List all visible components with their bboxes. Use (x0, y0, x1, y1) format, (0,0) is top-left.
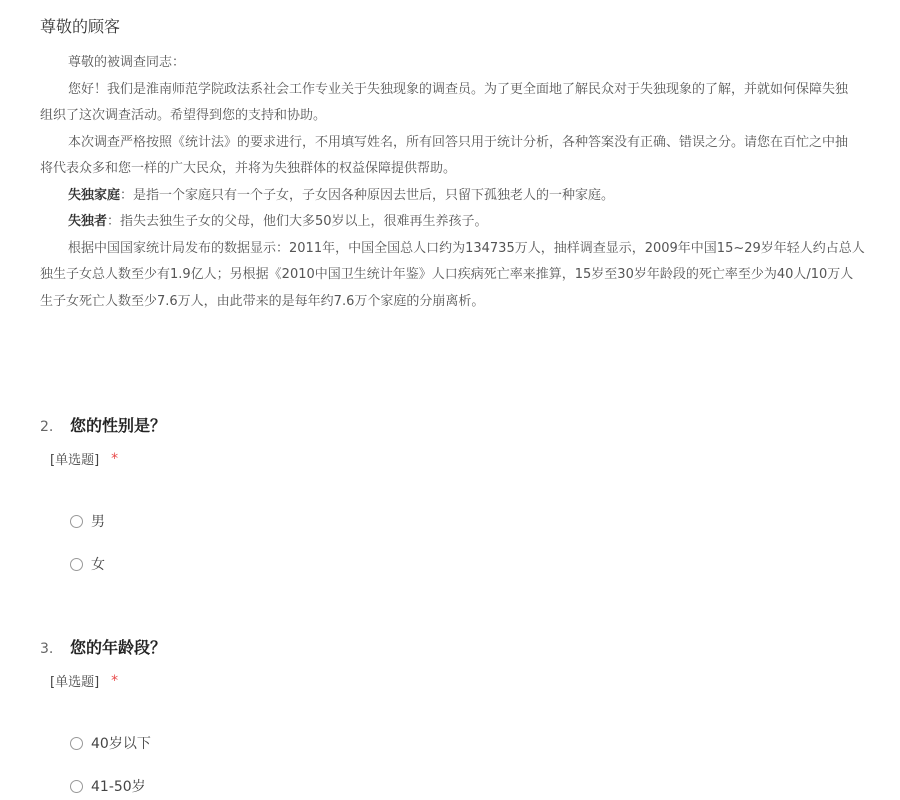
definition-text: ：指失去独生子女的父母，他们大多50岁以上，很难再生养孩子。 (107, 214, 488, 229)
option-list (70, 732, 880, 797)
question-header (40, 413, 880, 437)
intro-paragraph-2-line-1: 本次调查严格按照《统计法》的要求进行，不用填写姓名，所有回答只用于统计分析，各种答案没有正确、错误之分。请您在百忙之中抽 (68, 134, 849, 150)
option-label[interactable]: 41-50岁 (91, 779, 146, 795)
page-title: 尊敬的顾客 (40, 17, 121, 36)
required-marker: * (111, 672, 119, 689)
option-label[interactable]: 女 (91, 557, 105, 573)
question-title: 您的性别是？ (70, 416, 167, 435)
question-age-group (40, 635, 880, 800)
radio-circle-icon[interactable] (70, 515, 83, 528)
question-number: 2. (40, 419, 54, 435)
definition-text: ：是指一个家庭只有一个子女，子女因各种原因去世后，只留下孤独老人的一种家庭。 (120, 187, 615, 203)
question-type (50, 449, 880, 468)
survey-intro (40, 50, 900, 315)
option-list (70, 510, 880, 575)
radio-circle-icon[interactable] (70, 737, 83, 750)
question-header (40, 635, 880, 659)
option-male[interactable] (70, 510, 880, 532)
intro-paragraph-1-line-2: 组织了这次调查活动。希望得到您的支持和协助。 (40, 108, 327, 123)
option-label[interactable]: 40岁以下 (91, 736, 151, 752)
question-type-label: [单选题] (50, 675, 100, 690)
required-marker: * (111, 450, 119, 467)
intro-salutation: 尊敬的被调查同志： (68, 55, 186, 70)
option-label[interactable]: 男 (91, 514, 105, 530)
radio-circle-icon[interactable] (70, 558, 83, 571)
question-type-label: [单选题] (50, 453, 100, 468)
radio-circle-icon[interactable] (70, 780, 83, 793)
definition-lost-only-child-parent (40, 209, 900, 236)
question-type (50, 671, 880, 690)
intro-paragraph-3-line-2: 独生子女总人数至少有1.9亿人；另根据《2010中国卫生统计年鉴》人口疾病死亡率来推算，15岁至30岁年龄段的死亡率至少为40人/10万人 (40, 267, 854, 282)
question-number: 3. (40, 641, 54, 657)
option-female[interactable] (70, 553, 880, 575)
question-gender (40, 413, 880, 596)
option-41-50[interactable] (70, 775, 880, 797)
intro-paragraph-1-line-1: 您好！我们是淮南师范学院政法系社会工作专业关于失独现象的调查员。为了更全面地了解民众对于失独现象的了解，并就如何保障失独 (68, 81, 849, 97)
question-title: 您的年龄段？ (70, 638, 167, 657)
definition-term: 失独者 (68, 214, 108, 229)
definition-term: 失独家庭 (68, 187, 121, 203)
intro-paragraph-3-line-3: 生子女死亡人数至少7.6万人，由此带来的是每年约7.6万个家庭的分崩离析。 (40, 293, 485, 309)
intro-paragraph-2-line-2: 将代表众多和您一样的广大民众，并将为失独群体的权益保障提供帮助。 (40, 161, 457, 176)
option-under-40[interactable] (70, 732, 880, 754)
definition-lost-only-child-family (40, 183, 900, 210)
intro-paragraph-3-line-1: 根据中国国家统计局发布的数据显示：2011年，中国全国总人口约为134735万人，抽样调查显示，2009年中国15~29岁年轻人约占总人 (68, 240, 865, 256)
